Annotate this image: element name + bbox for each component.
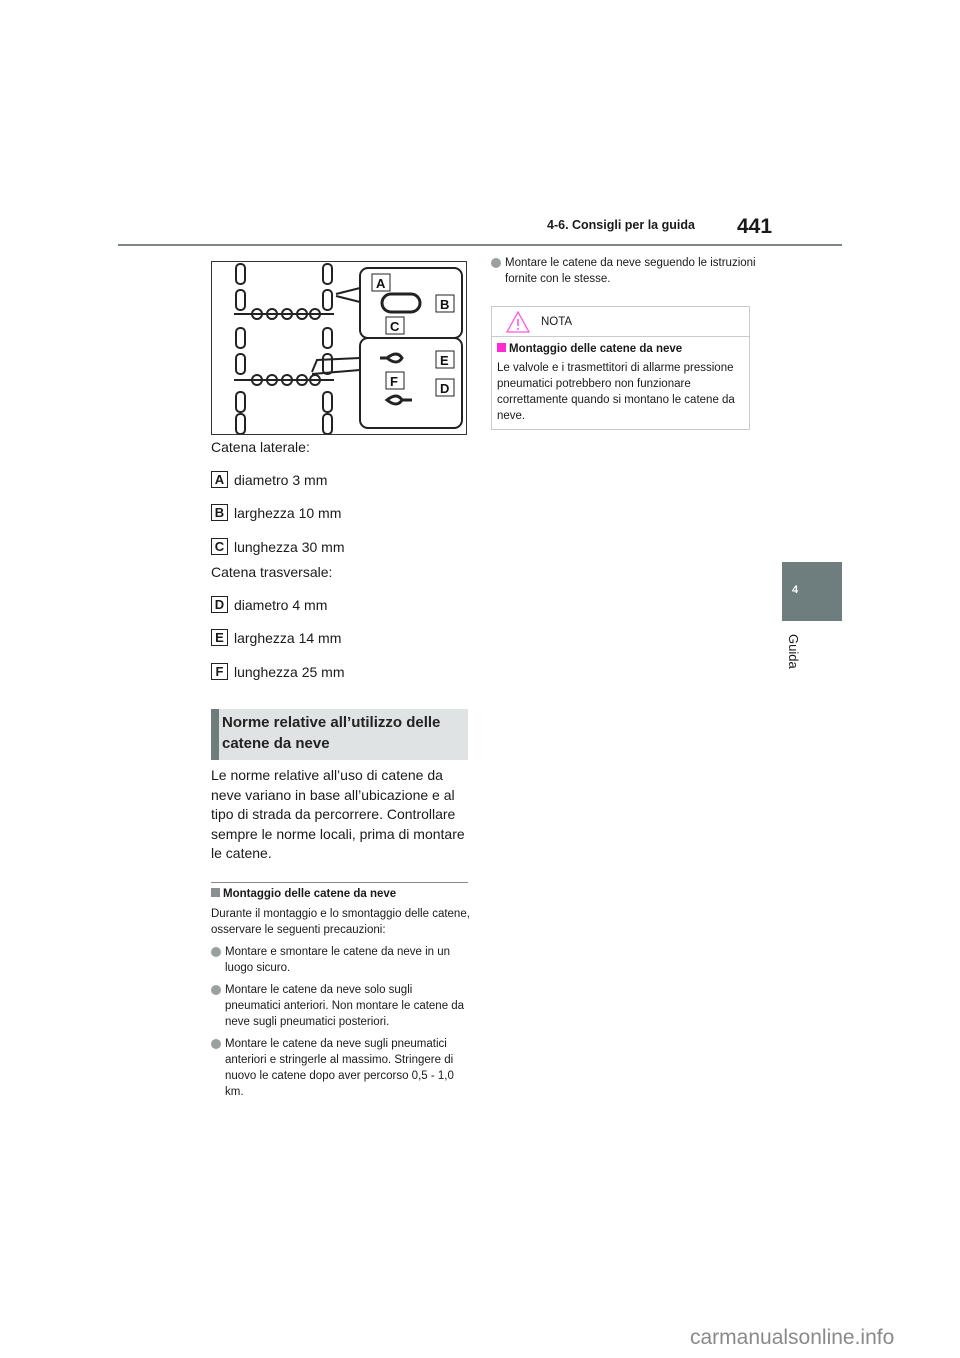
mounting-title: Montaggio delle catene da neve xyxy=(223,888,397,900)
spec-c xyxy=(211,538,345,555)
label-box-f: F xyxy=(211,663,228,680)
figure-label-f: F xyxy=(390,374,398,389)
bullet-icon xyxy=(491,258,501,268)
square-bullet-icon xyxy=(211,888,220,897)
bullet-icon xyxy=(211,985,221,995)
figure-label-d: D xyxy=(440,381,450,396)
note-text: Le valvole e i trasmettitori di allarme pressione pneumatici potrebbero non funzionare correttamente quando si montano le catene da neve. xyxy=(497,362,735,422)
note-label: NOTA xyxy=(541,316,573,328)
section-title: 4-6. Consigli per la guida xyxy=(547,218,695,232)
subsection-divider xyxy=(211,882,468,883)
bullet-icon xyxy=(211,947,221,957)
label-box-a: A xyxy=(211,471,228,488)
chapter-label: Guida xyxy=(786,634,801,669)
square-bullet-icon xyxy=(497,343,506,352)
heading-line: catene da neve xyxy=(222,735,330,752)
bullet-icon xyxy=(211,1039,221,1049)
list-item-text: Montare le catene da neve seguendo le istruzioni fornite con le stesse. xyxy=(505,257,756,285)
label-box-b: B xyxy=(211,504,228,521)
spec-b xyxy=(211,504,341,521)
figure-label-a: A xyxy=(376,276,386,291)
spec-text: larghezza 14 mm xyxy=(234,629,342,646)
spec-f xyxy=(211,663,345,680)
spec-text: diametro 3 mm xyxy=(234,471,328,488)
cross-chain-title: Catena trasversale: xyxy=(211,564,333,580)
left-chain xyxy=(236,264,245,434)
list-item xyxy=(211,1036,471,1100)
chain-illustration xyxy=(212,262,466,434)
mounting-intro: Durante il montaggio e lo smontaggio delle catene, osservare le seguenti precauzioni: xyxy=(211,908,470,936)
spec-text: larghezza 10 mm xyxy=(234,504,342,521)
cross-chain-1 xyxy=(234,309,334,319)
header-divider xyxy=(118,244,842,246)
right-chain xyxy=(323,264,332,434)
list-item-text: Montare le catene da neve sugli pneumatici anteriori e stringerle al massimo. Stringere di nuovo le catene dopo aver percorso 0,5 - 1,0 km. xyxy=(225,1038,454,1098)
heading-line: Norme relative all’utilizzo delle xyxy=(222,714,441,731)
spec-text: lunghezza 25 mm xyxy=(234,663,345,680)
label-box-d: D xyxy=(211,596,228,613)
label-box-e: E xyxy=(211,629,228,646)
label-box-c: C xyxy=(211,538,228,555)
list-item xyxy=(211,944,471,976)
figure-label-b: B xyxy=(440,297,450,312)
snow-chain-figure xyxy=(211,261,467,435)
section-paragraph: Le norme relative all’uso di catene da neve variano in base all’ubicazione e al tipo di strada da percorrere. Controllare sempre le norme locali, prima di montare le catene. xyxy=(211,767,465,861)
chapter-number: 4 xyxy=(792,584,799,596)
side-chain-title: Catena laterale: xyxy=(211,439,310,455)
right-bullet xyxy=(491,255,760,287)
section-heading xyxy=(211,709,468,760)
mounting-section xyxy=(211,886,471,1100)
spec-text: lunghezza 30 mm xyxy=(234,538,345,555)
note-box xyxy=(491,306,750,430)
cross-chain-2 xyxy=(234,375,334,385)
spec-e xyxy=(211,629,341,646)
chapter-tab[interactable] xyxy=(782,562,842,621)
list-item-text: Montare le catene da neve solo sugli pneumatici anteriori. Non montare le catene da neve sugli pneumatici posteriori. xyxy=(225,984,465,1028)
spec-a xyxy=(211,471,327,488)
list-item-text: Montare e smontare le catene da neve in un luogo sicuro. xyxy=(225,946,451,974)
page-number: 441 xyxy=(737,215,773,238)
warning-icon xyxy=(506,311,530,333)
spec-text: diametro 4 mm xyxy=(234,596,328,613)
list-item xyxy=(211,982,471,1030)
spec-d xyxy=(211,596,327,613)
note-title: Montaggio delle catene da neve xyxy=(509,343,683,355)
figure-label-e: E xyxy=(440,353,449,368)
figure-label-c: C xyxy=(390,319,400,334)
watermark: carmanualsonline.info xyxy=(690,1326,895,1349)
